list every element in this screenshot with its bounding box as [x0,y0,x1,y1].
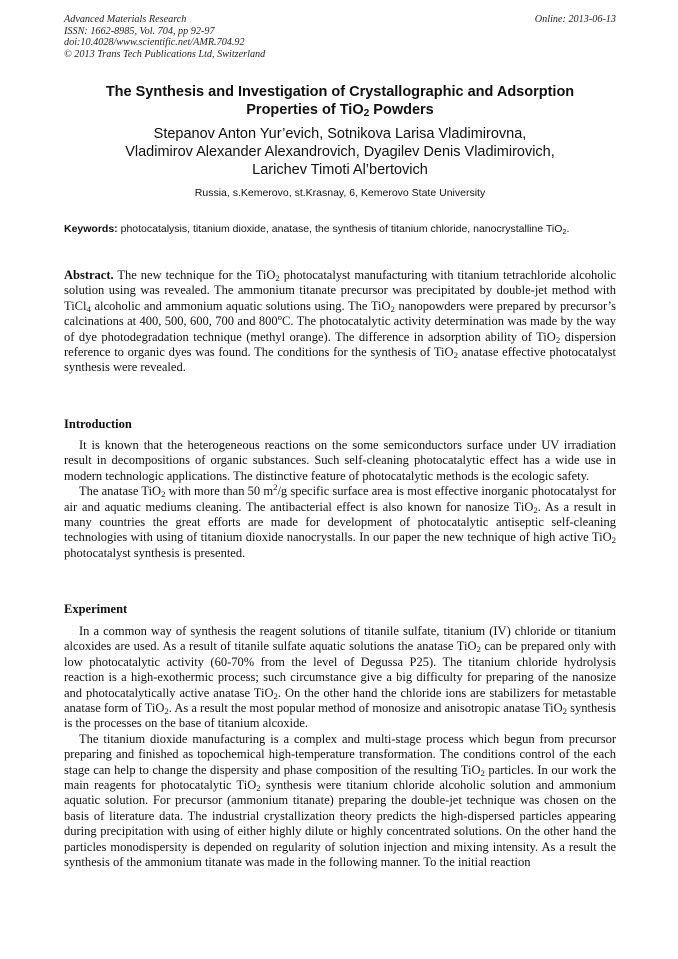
introduction-paragraph-1: It is known that the heterogeneous reactions on the some semiconductors surface under UV irradiation result in decompositions of organic substances. Such self-cleaning photocatalytic effect has a wide use in modern technologic applications. The distinctive feature of photocatalytic methods is the ecologic safety. [64,438,616,483]
paper-title [64,83,616,119]
online-date: Online: 2013-06-13 [534,14,616,25]
copyright-line: © 2013 Trans Tech Publications Ltd, Switzerland [64,48,266,60]
title-line-1: The Synthesis and Investigation of Crystallographic and Adsorption [105,84,575,100]
issn-line: ISSN: 1662-8985, Vol. 704, pp 92-97 [64,25,215,37]
abstract: Abstract. The new technique for the TiO$_2$ photocatalyst manufacturing with titanium tetrachloride alcoholic solution using was revealed. The ammonium titanate precursor was precipitated by double-jet method with TiCl$_4$ alcoholic and ammonium aquatic solutions using. The TiO$_2$ nanopowders were prepared by precursor’s calcinations at 400, 500, 600, 700 and 800$^o$C. The photocatalytic activity determination was made by the way of dye photodegradation technique (methyl orange). The difference in adsorption ability of TiO$_2$ dispersion reference to organic dyes was found. The conditions for the synthesis of TiO$_2$ anatase effective photocatalyst synthesis were revealed. [64,268,617,375]
experiment-body [64,624,616,871]
introduction-body [64,438,616,561]
experiment-paragraph-2: The titanium dioxide manufacturing is a complex and multi-stage process which begun from precursor preparing and finished as topochemical high-temperature transformation. The conditions control of the each stage can help to change the dispersity and phase composition of the resulting TiO$_2$ particles. In our work the main reagents for photocatalytic TiO$_2$ synthesis were titanium chloride alcoholic solution and ammonium aquatic solution. For precursor (ammonium titanate) preparing the double-jet technique was chosen on the basis of literature data. The industrial crystallization theory predicts the high-dispersed particles appearing during precipitation with using of either highly dilute or highly concentrated solutions. On the other hand the particles monodispersity is depended on regularity of solution injection and mixing intensity. As a result the synthesis of the ammonium titanate was made in the following manner. To the initial reaction [64,731,616,870]
title-line-2: Properties of TiO$_2$ Powders [246,102,434,119]
publication-info [64,14,265,60]
experiment-heading: Experiment [64,602,128,616]
keywords-label: Keywords: [64,223,118,235]
doi-line: doi:10.4028/www.scientific.net/AMR.704.92 [64,37,245,48]
introduction-heading: Introduction [64,417,132,431]
abstract-label: Abstract. [64,268,114,282]
introduction-paragraph-2: The anatase TiO$_2$ with more than 50 $m^2/g$ specific surface area is most effective inorganic photocatalyst for air and aquatic mediums cleaning. The antibacterial effect is also known for nanosize TiO$_2$. As a result in many countries the great efforts are made for development of photocatalytic antiseptic self-cleaning technologies with using of titanium dioxide nanocrystalls. In our paper the new technique of high active TiO$_2$ photocatalyst synthesis is presented. [64,482,617,560]
authors-line-3: Larichev Timoti Al’bertovich [252,162,428,178]
affiliation: Russia, s.Kemerovo, st.Krasnay, 6, Kemerovo State University [194,187,486,199]
author-list [64,125,616,179]
experiment-paragraph-1: In a common way of synthesis the reagent solutions of titanile sulfate, titanium (IV) chloride or titanium alcoxides are used. As a result of titanile sulfate aquatic solutions the anatase TiO$_2$ can be prepared only with low photocatalytic activity (60-70% from the level of Degussa P25). The titanium chloride hydrolysis reaction is a high-exothermic process; such circumstance give a big difficulty for preparing of the nanosize and photocatalytically active anatase TiO$_2$. On the other hand the chloride ions are stabilizers for metastable anatase form of TiO$_2$. As a result the most popular method of monosize and anisotropic anatase TiO$_2$ synthesis is the processes on the base of titanium alcoxide. [64,624,616,731]
journal-name: Advanced Materials Research [64,14,187,25]
keywords: Keywords: photocatalysis, titanium dioxide, anatase, the synthesis of titanium chloride, nanocrystalline TiO$_2$. [64,223,570,236]
authors-line-2: Vladimirov Alexander Alexandrovich, Dyagilev Denis Vladimirovich, [125,144,555,160]
authors-line-1: Stepanov Anton Yur’evich, Sotnikova Larisa Vladimirovna, [153,126,527,142]
